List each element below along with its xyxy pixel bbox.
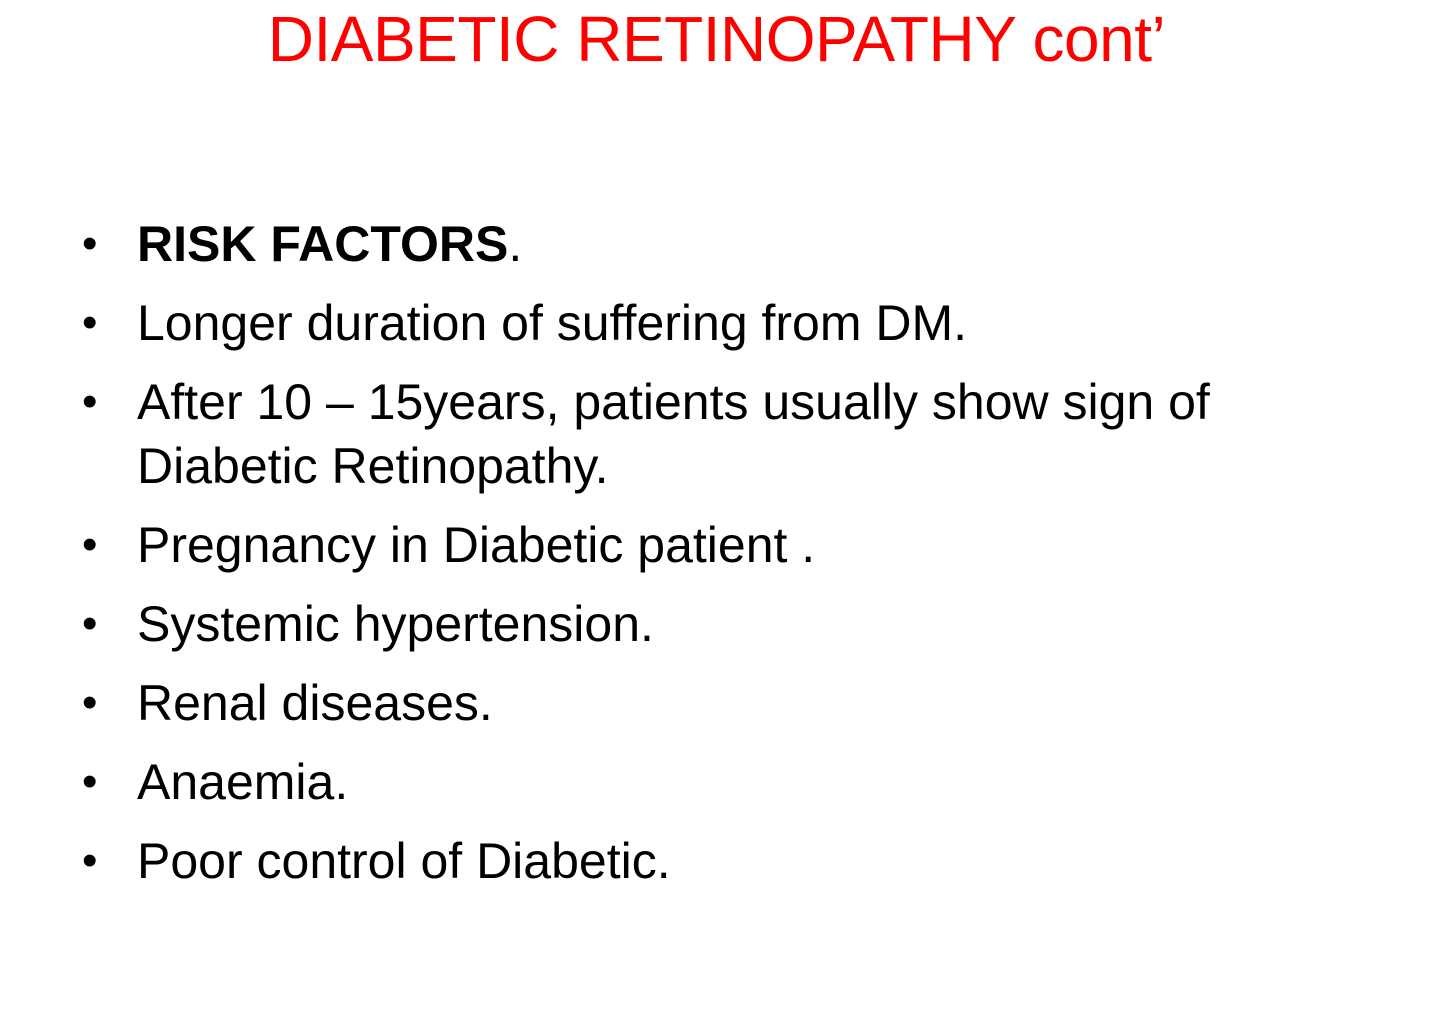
list-item xyxy=(82,671,1372,735)
list-item xyxy=(82,829,1372,893)
list-item-text: Anaemia. xyxy=(137,754,349,810)
list-item-text: Pregnancy in Diabetic patient . xyxy=(137,517,816,573)
list-item xyxy=(82,513,1372,577)
list-item-text: Systemic hypertension. xyxy=(137,596,654,652)
list-item xyxy=(82,370,1372,498)
bullet-icon: • xyxy=(82,298,98,347)
list-item-text: Longer duration of suffering from DM. xyxy=(137,295,968,351)
bullet-icon: • xyxy=(82,599,98,648)
bullet-icon: • xyxy=(82,757,98,806)
bullet-list xyxy=(82,212,1372,908)
risk-factors-heading: RISK FACTORS xyxy=(137,216,509,272)
list-item xyxy=(82,750,1372,814)
list-item-heading xyxy=(82,212,1372,276)
slide-title: DIABETIC RETINOPATHY cont’ xyxy=(267,3,1166,75)
bullet-icon: • xyxy=(82,219,98,268)
bullet-icon: • xyxy=(82,377,98,426)
list-item-text: After 10 – 15years, patients usually show sign of Diabetic Retinopathy. xyxy=(137,374,1210,494)
list-item-text: Renal diseases. xyxy=(137,675,493,731)
bullet-icon: • xyxy=(82,836,98,885)
bullet-icon: • xyxy=(82,520,98,569)
bullet-icon: • xyxy=(82,678,98,727)
list-item xyxy=(82,592,1372,656)
list-item xyxy=(82,291,1372,355)
list-item-text: Poor control of Diabetic. xyxy=(137,833,671,889)
heading-suffix: . xyxy=(508,216,523,272)
